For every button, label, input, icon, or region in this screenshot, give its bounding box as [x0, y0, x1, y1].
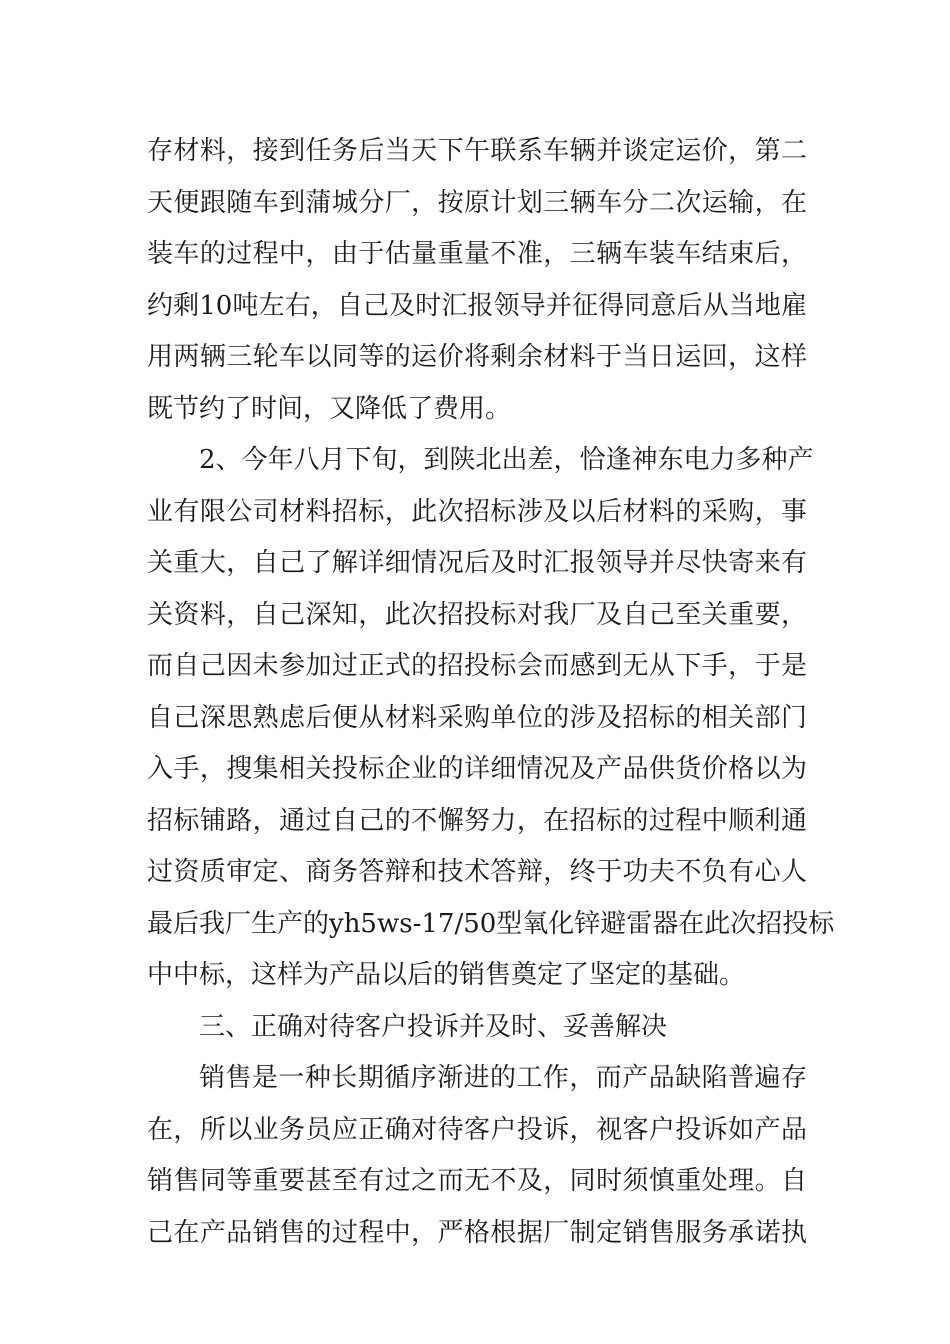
text-line: 天便跟随车到蒲城分厂，按原计划三辆车分二次运输，在 — [147, 187, 807, 218]
paragraph-start-line: 销售是一种长期循序渐进的工作，而产品缺陷普遍存 — [199, 1063, 807, 1093]
text-line: 存材料，接到任务后当天下午联系车辆并谈定运价，第二 — [147, 136, 807, 166]
text-line: 而自己因未参加过正式的招投标会而感到无从下手，于是 — [147, 651, 807, 681]
text-line: 既节约了时间，又降低了费用。 — [147, 393, 512, 424]
text-line: 在，所以业务员应正确对待客户投诉，视客户投诉如产品 — [147, 1114, 807, 1145]
text-line: 装车的过程中，由于估量重量不准，三辆车装车结束后， — [147, 239, 807, 269]
body-text — [147, 126, 835, 1259]
text-line: 招标铺路，通过自己的不懈努力，在招标的过程中顺利通 — [147, 805, 807, 836]
text-line: 用两辆三轮车以同等的运价将剩余材料于当日运回，这样 — [147, 342, 807, 372]
section-heading: 三、正确对待客户投诉并及时、妥善解决 — [199, 1011, 668, 1042]
text-line: 入手，搜集相关投标企业的详细情况及产品供货价格以为 — [147, 754, 807, 784]
text-line: 关资料，自己深知，此次招投标对我厂及自己至关重要， — [147, 599, 807, 630]
paragraph-start-line: 2、今年八月下旬，到陕北出差，恰逢神东电力多种产 — [199, 445, 814, 475]
text-line: 过资质审定、商务答辩和技术答辩，终于功夫不负有心人 — [147, 857, 807, 887]
text-line: 己在产品销售的过程中，严格根据厂制定销售服务承诺执 — [147, 1217, 807, 1248]
text-line: 业有限公司材料招标，此次招标涉及以后材料的采购，事 — [147, 496, 807, 527]
text-line: 关重大，自己了解详细情况后及时汇报领导并尽快寄来有 — [147, 548, 807, 578]
text-line: 约剩10吨左右，自己及时汇报领导并征得同意后从当地雇 — [147, 290, 807, 321]
text-line: 中中标，这样为产品以后的销售奠定了坚定的基础。 — [147, 960, 746, 990]
text-line: 最后我厂生产的yh5ws-17/50型氧化锌避雷器在此次招投标 — [147, 908, 835, 939]
text-line: 自己深思熟虑后便从材料采购单位的涉及招标的相关部门 — [147, 702, 807, 733]
text-line: 销售同等重要甚至有过之而无不及，同时须慎重处理。自 — [147, 1166, 807, 1196]
